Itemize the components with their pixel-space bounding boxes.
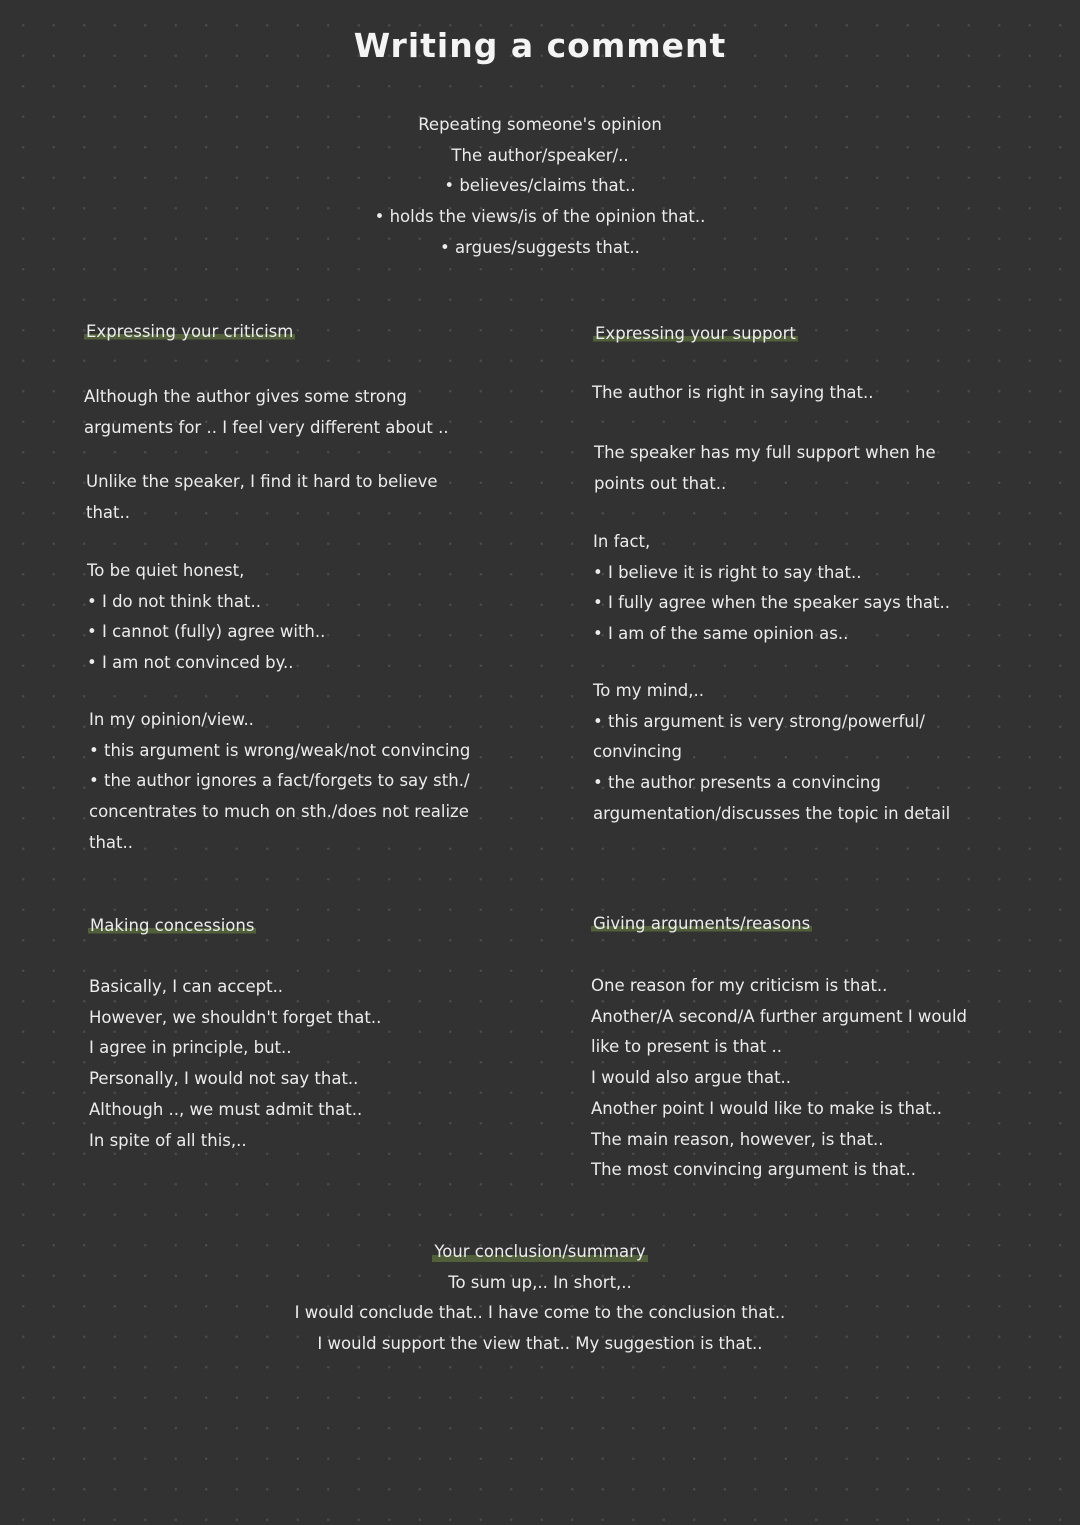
conclusion-line: I would conclude that.. I have come to the conclusion that.. (294, 1303, 786, 1323)
repeating-line: • believes/claims that.. (444, 176, 636, 196)
criticism-line: • I cannot (fully) agree with.. (87, 622, 326, 642)
arguments-block (591, 971, 967, 1186)
criticism-line: that.. (89, 832, 133, 852)
arguments-line: like to present is that .. (591, 1037, 782, 1057)
repeating-line: The author/speaker/.. (451, 145, 629, 165)
repeating-section (0, 110, 1080, 264)
criticism-line: • the author ignores a fact/forgets to say sth./ (89, 771, 470, 791)
criticism-block-4 (89, 705, 470, 859)
support-line: The author is right in saying that.. (592, 383, 874, 402)
criticism-block-2 (86, 467, 438, 528)
criticism-line: In my opinion/view.. (89, 710, 254, 729)
arguments-line: I would also argue that.. (591, 1068, 792, 1088)
support-block-1 (592, 378, 874, 409)
support-line: convincing (593, 742, 683, 762)
concessions-line: In spite of all this,.. (89, 1130, 247, 1150)
concessions-line: I agree in principle, but.. (89, 1038, 292, 1058)
repeating-line: • argues/suggests that.. (440, 237, 640, 257)
criticism-line: arguments for .. I feel very different about .. (84, 417, 449, 437)
criticism-line: concentrates to much on sth./does not realize (89, 802, 469, 822)
criticism-line: • I am not convinced by.. (87, 653, 294, 673)
support-line: • this argument is very strong/powerful/ (593, 711, 925, 731)
criticism-block-3 (87, 556, 325, 679)
concessions-block (89, 972, 381, 1156)
criticism-block-1 (84, 382, 449, 443)
concessions-line: Basically, I can accept.. (89, 977, 284, 996)
criticism-line: • I do not think that.. (87, 591, 261, 611)
repeating-line: • holds the views/is of the opinion that.. (374, 207, 706, 227)
support-line: • the author presents a convincing (593, 773, 881, 793)
conclusion-heading: Your conclusion/summary (432, 1240, 647, 1264)
conclusion-line: To sum up,.. In short,.. (448, 1272, 632, 1292)
concessions-heading: Making concessions (90, 916, 255, 935)
criticism-line: Unlike the speaker, I find it hard to believe (86, 472, 438, 491)
arguments-line: Another point I would like to make is that.. (591, 1098, 943, 1118)
criticism-line: Although the author gives some strong (84, 387, 407, 406)
arguments-line: One reason for my criticism is that.. (591, 976, 888, 995)
support-block-4 (593, 676, 950, 830)
support-line: • I fully agree when the speaker says that.. (593, 593, 951, 613)
arguments-line: The main reason, however, is that.. (591, 1129, 884, 1149)
criticism-line: To be quiet honest, (87, 561, 245, 580)
support-line: The speaker has my full support when he (594, 443, 936, 462)
support-line: points out that.. (594, 473, 727, 493)
support-heading: Expressing your support (595, 324, 796, 343)
conclusion-line: I would support the view that.. My suggestion is that.. (317, 1334, 763, 1354)
support-line: To my mind,.. (593, 681, 705, 700)
criticism-line: • this argument is wrong/weak/not convincing (89, 740, 471, 760)
support-line: • I believe it is right to say that.. (593, 562, 862, 582)
arguments-heading: Giving arguments/reasons (593, 914, 811, 933)
concessions-line: Although .., we must admit that.. (89, 1099, 363, 1119)
support-block-3 (593, 527, 950, 650)
arguments-line: The most convincing argument is that.. (591, 1160, 917, 1180)
concessions-line: However, we shouldn't forget that.. (89, 1007, 382, 1027)
support-line: In fact, (593, 532, 651, 551)
page-title: Writing a comment (353, 26, 727, 65)
conclusion-section (0, 1237, 1080, 1360)
criticism-line: that.. (86, 502, 130, 522)
support-line: • I am of the same opinion as.. (593, 624, 849, 644)
criticism-heading: Expressing your criticism (86, 322, 294, 341)
concessions-line: Personally, I would not say that.. (89, 1069, 359, 1089)
support-block-2 (594, 438, 936, 499)
support-line: argumentation/discusses the topic in detail (593, 803, 951, 823)
repeating-heading: Repeating someone's opinion (418, 115, 662, 134)
arguments-line: Another/A second/A further argument I would (591, 1006, 968, 1026)
